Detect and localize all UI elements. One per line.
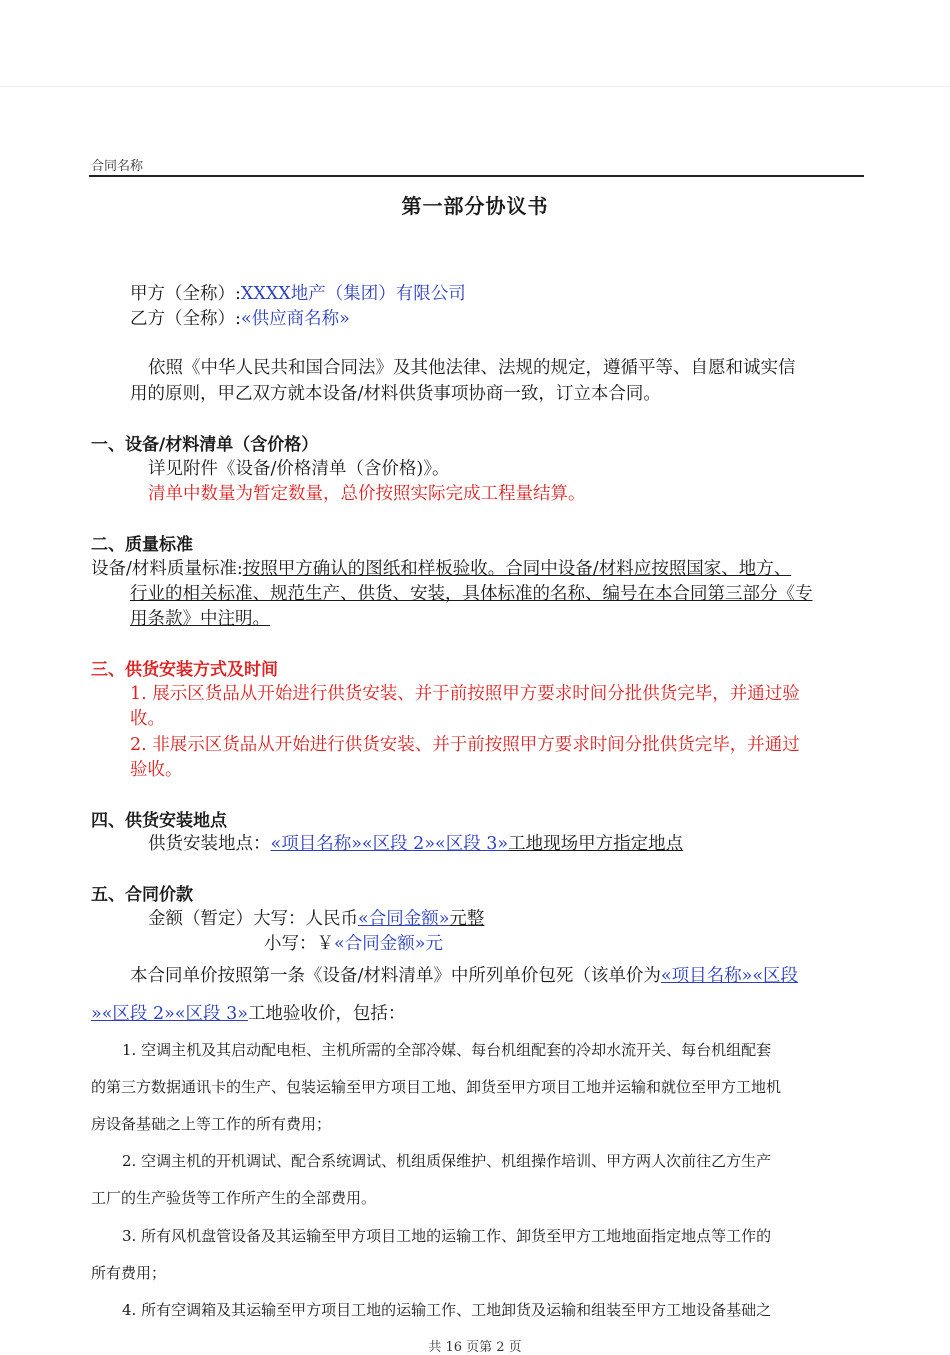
price-item-1-line-1: 1. 空调主机及其启动配电柜、主机所需的全部冷媒、每台机组配套的冷却水流开关、每台机组配套 <box>122 1041 772 1059</box>
amount-upper-line <box>148 905 484 930</box>
section-1-line-2: 清单中数量为暂定数量，总价按照实际完成工程量结算。 <box>148 484 586 504</box>
document-title: 第一部分协议书 <box>401 194 549 218</box>
price-para-field-1[interactable]: «项目名称»«区段 <box>660 966 799 986</box>
price-item-3-line-2: 所有费用； <box>91 1264 167 1282</box>
amount-upper-suffix: 元整 <box>449 909 485 929</box>
section-4-heading: 四、供货安装地点 <box>91 811 227 831</box>
page-top-divider <box>0 86 950 87</box>
quality-standard-text: 按照甲方确认的图纸和样板验收。合同中设备/材料应按照国家、地方、 <box>242 559 792 579</box>
price-para-prefix: 本合同单价按照第一条《设备/材料清单》中所列单价包死（该单价为 <box>130 966 661 986</box>
location-suffix: 工地现场甲方指定地点 <box>508 834 684 854</box>
intro-line-2: 用的原则，甲乙双方就本设备/材料供货事项协商一致，订立本合同。 <box>130 384 661 404</box>
party-a-value: XXXX地产（集团）有限公司 <box>240 284 466 304</box>
section-2-line-2: 行业的相关标准、规范生产、供货、安装，具体标准的名称、编号在本合同第三部分《专 <box>130 584 813 604</box>
amount-upper-label: 金额（暂定）大写：人民币 <box>148 909 358 929</box>
price-item-4-line-1: 4. 所有空调箱及其运输至甲方项目工地的运输工作、工地卸货及运输和组装至甲方工地设备基础之 <box>122 1301 772 1319</box>
section-2-line-1 <box>91 555 791 580</box>
party-a-line <box>130 280 466 305</box>
section-3-item-1-line-2: 收。 <box>130 709 165 729</box>
price-para-line-2 <box>91 1000 405 1025</box>
page-footer: 共 16 页第 2 页 <box>428 1340 522 1355</box>
price-para-field-2[interactable]: »«区段 2»«区段 3» <box>91 1004 248 1024</box>
party-b-value: «供应商名称» <box>240 309 350 329</box>
section-3-item-2-line-2: 验收。 <box>130 760 183 780</box>
amount-lower-line <box>264 930 443 955</box>
amount-lower-suffix: 元 <box>425 934 443 954</box>
section-2-line-3: 用条款》中注明。 <box>130 609 270 629</box>
price-item-2-line-2: 工厂的生产验货等工作所产生的全部费用。 <box>91 1189 377 1207</box>
price-para-line-1 <box>130 962 798 987</box>
contract-name-label: 合同名称 <box>91 159 144 174</box>
quality-standard-label: 设备/材料质量标准: <box>91 559 243 579</box>
section-3-item-1-line-1: 1. 展示区货品从开始进行供货安装、并于前按照甲方要求时间分批供货完毕，并通过验 <box>130 684 800 704</box>
amount-lower-field[interactable]: «合同金额» <box>334 934 426 954</box>
section-1-heading: 一、设备/材料清单（含价格） <box>91 435 319 455</box>
section-4-location-line <box>148 830 683 855</box>
price-item-2-line-1: 2. 空调主机的开机调试、配合系统调试、机组质保维护、机组操作培训、甲方两人次前往乙方生产 <box>122 1152 772 1170</box>
location-label: 供货安装地点： <box>148 834 271 854</box>
party-a-label: 甲方（全称）: <box>130 284 241 304</box>
location-field[interactable]: «项目名称»«区段 2»«区段 3» <box>270 834 509 854</box>
price-para-suffix: 工地验收价，包括： <box>247 1004 406 1024</box>
party-b-label: 乙方（全称）: <box>130 309 241 329</box>
price-item-1-line-3: 房设备基础之上等工作的所有费用； <box>91 1115 332 1133</box>
section-5-heading: 五、合同价款 <box>91 885 193 905</box>
price-item-1-line-2: 的第三方数据通讯卡的生产、包装运输至甲方项目工地、卸货至甲方项目工地并运输和就位至甲方工地机 <box>91 1078 782 1096</box>
section-1-line-1: 详见附件《设备/价格清单（含价格)》。 <box>148 459 450 479</box>
section-2-heading: 二、质量标准 <box>91 535 193 555</box>
party-b-line <box>130 305 350 330</box>
header-rule <box>89 175 864 177</box>
section-3-heading: 三、供货安装方式及时间 <box>91 660 278 680</box>
amount-upper-field[interactable]: «合同金额» <box>358 909 450 929</box>
amount-lower-label: 小写：￥ <box>264 934 334 954</box>
price-item-3-line-1: 3. 所有风机盘管设备及其运输至甲方项目工地的运输工作、卸货至甲方工地地面指定地点等工作的 <box>122 1227 772 1245</box>
section-3-item-2-line-1: 2. 非展示区货品从开始进行供货安装、并于前按照甲方要求时间分批供货完毕，并通过 <box>130 735 800 755</box>
intro-line-1: 依照《中华人民共和国合同法》及其他法律、法规的规定，遵循平等、自愿和诚实信 <box>148 358 796 378</box>
